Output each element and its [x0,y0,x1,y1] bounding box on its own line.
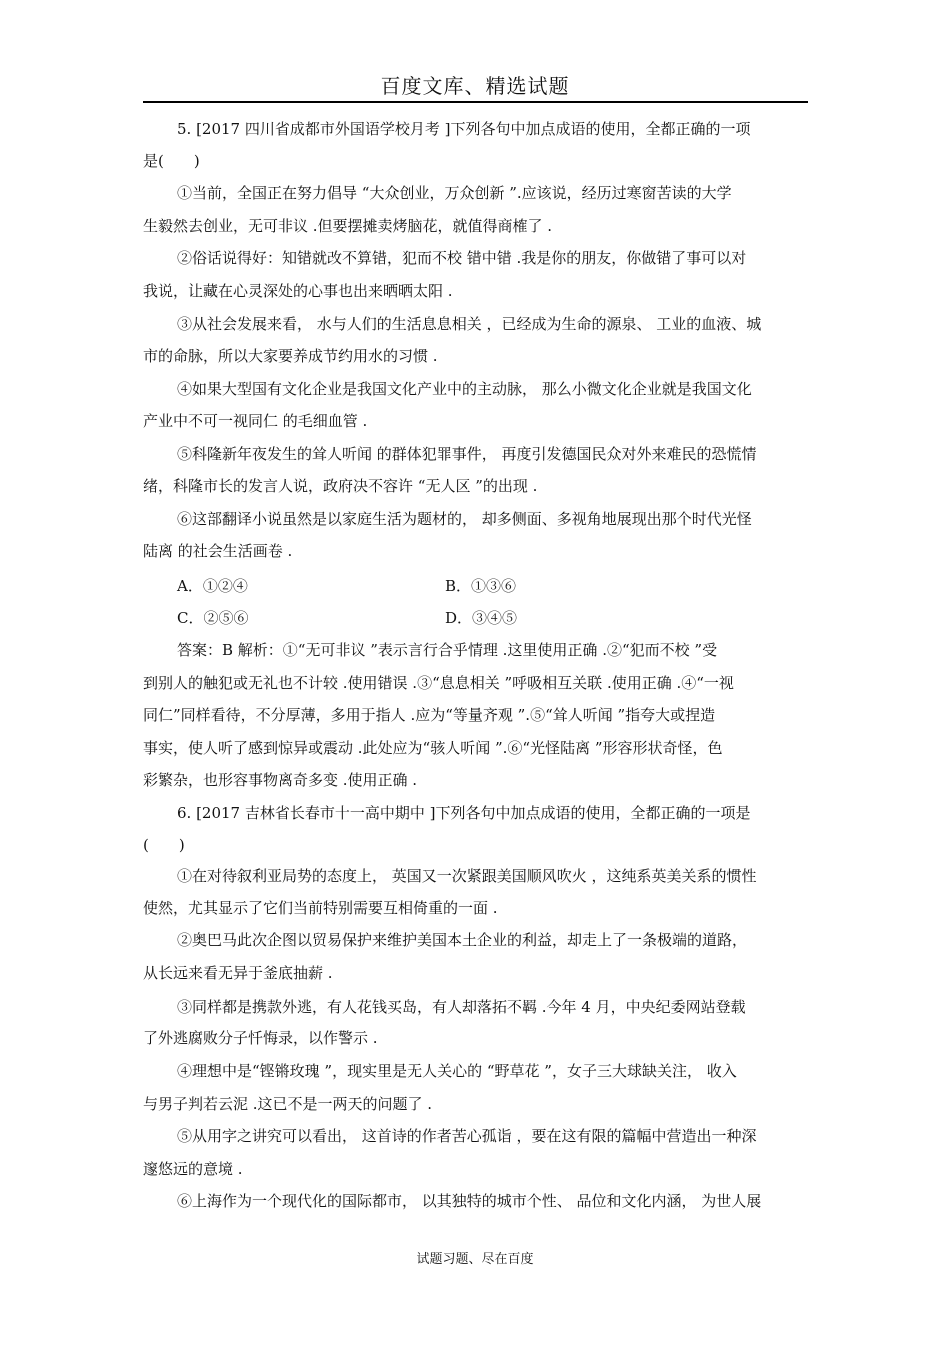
text-line: 了外逃腐败分子忏悔录，以作警示 . [143,1029,378,1047]
text-line: ( ) [143,836,185,854]
text-line: 从长远来看无异于釜底抽薪 . [143,964,333,982]
text-line: 产业中不可一视同仁 的毛细血管 . [143,412,368,430]
answer-line: 同仁”同样看待，不分厚薄，多用于指人 .应为“等量齐观 ”.⑤“耸人听闻 ”指夸大或捏造 [143,706,716,724]
text-line: ①当前，全国正在努力倡导 “大众创业，万众创新 ”.应该说，经历过寒窗苦读的大学 [177,184,732,202]
option-c: C．②⑤⑥ [177,609,249,627]
text-line: ④理想中是“铿锵玫瑰 ”，现实里是无人关心的 “野草花 ”，女子三大球缺关注， 收入 [177,1062,737,1080]
text-line: ⑤科隆新年夜发生的耸人听闻 的群体犯罪事件， 再度引发德国民众对外来难民的恐慌情 [177,445,757,463]
text-line: ③从社会发展来看， 水与人们的生活息息相关 ，已经成为生命的源泉、 工业的血液、城 [177,315,762,333]
text-line: 生毅然去创业，无可非议 .但要摆摊卖烤脑花，就值得商榷了 . [143,217,553,235]
text-line: ②奥巴马此次企图以贸易保护来维护美国本土企业的利益，却走上了一条极端的道路， [177,931,748,949]
text-line: 6. [2017 吉林省长春市十一高中期中 ]下列各句中加点成语的使用，全都正确的一项是 [177,804,751,822]
text-line: 邃悠远的意境 . [143,1160,243,1178]
answer-line: 事实，使人听了感到惊异或震动 .此处应为“骇人听闻 ”.⑥“光怪陆离 ”形容形状奇怪，色 [143,739,723,757]
option-b: B．①③⑥ [445,577,517,595]
text-line: ③同样都是携款外逃，有人花钱买岛，有人却落拓不羁 .今年 4 月，中央纪委网站登载 [177,998,746,1016]
text-line: ⑤从用字之讲究可以看出， 这首诗的作者苦心孤诣 ，要在这有限的篇幅中营造出一种深 [177,1127,757,1145]
text-line: ④如果大型国有文化企业是我国文化产业中的主动脉， 那么小微文化企业就是我国文化 [177,380,752,398]
text-line: 陆离 的社会生活画卷 . [143,542,293,560]
text-line: 与男子判若云泥 .这已不是一两天的问题了 . [143,1095,433,1113]
header-divider [143,101,808,103]
text-line: 5. [2017 四川省成都市外国语学校月考 ]下列各句中加点成语的使用，全都正确的一项 [177,120,751,138]
option-d: D．③④⑤ [445,609,518,627]
option-a: A．①②④ [177,577,248,595]
page-title: 百度文库、精选试题 [380,74,570,98]
text-line: ②俗话说得好：知错就改不算错，犯而不校 错中错 .我是你的朋友，你做错了事可以对 [177,249,747,267]
text-line: ⑥上海作为一个现代化的国际都市， 以其独特的城市个性、 品位和文化内涵， 为世人展 [177,1192,762,1210]
text-line: ⑥这部翻译小说虽然是以家庭生活为题材的， 却多侧面、多视角地展现出那个时代光怪 [177,510,752,528]
page-footer: 试题习题、尽在百度 [416,1252,534,1267]
answer-line: 答案：B 解析：①“无可非议 ”表示言行合乎情理 .这里使用正确 .②“犯而不校 ”受 [177,641,718,659]
text-line: 使然，尤其显示了它们当前特别需要互相倚重的一面 . [143,899,498,917]
answer-line: 彩繁杂，也形容事物离奇多变 .使用正确 . [143,771,418,789]
text-line: 我说，让藏在心灵深处的心事也出来晒晒太阳 . [143,282,453,300]
text-line: ①在对待叙利亚局势的态度上， 英国又一次紧跟美国顺风吹火 ，这纯系英美关系的惯性 [177,867,757,885]
answer-line: 到别人的触犯或无礼也不计较 .使用错误 .③“息息相关 ”呼吸相互关联 .使用正确 .④“一视 [143,674,734,692]
text-line: 是( ) [143,152,200,170]
text-line: 绪，科隆市长的发言人说，政府决不容许 “无人区 ”的出现 . [143,477,538,495]
text-line: 市的命脉，所以大家要养成节约用水的习惯 . [143,347,438,365]
